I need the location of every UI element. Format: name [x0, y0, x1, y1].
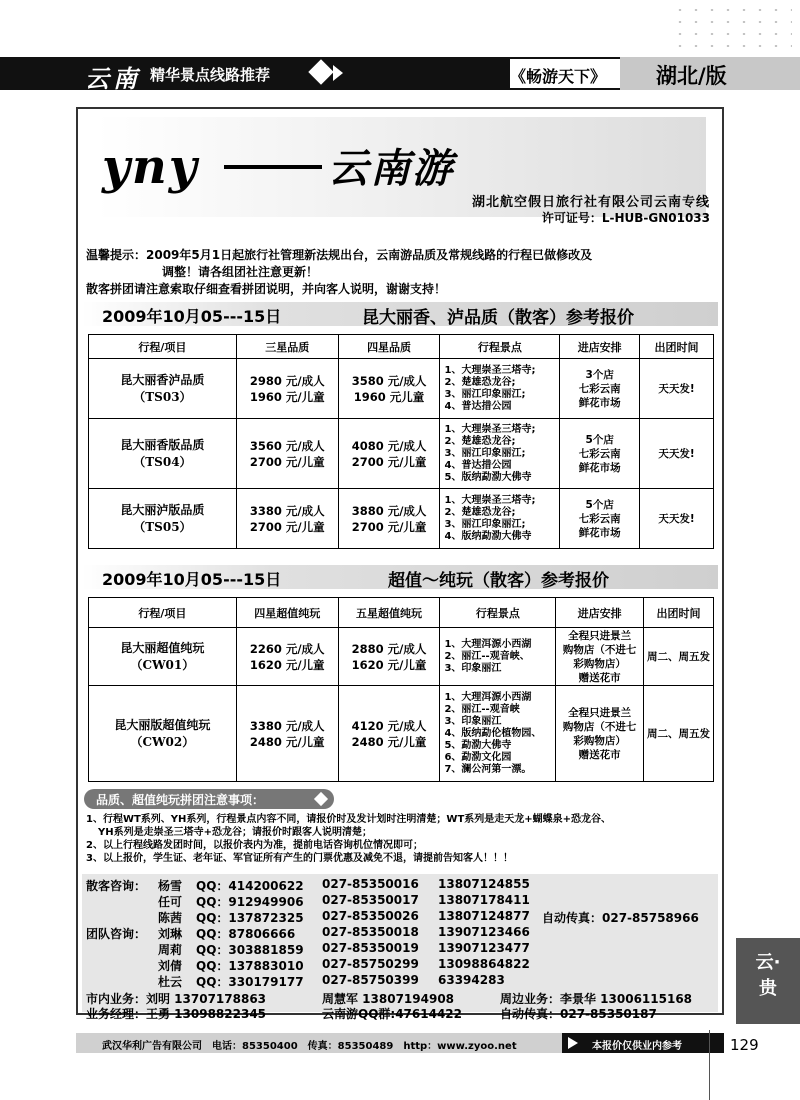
- contact-mobile: 13098864822: [438, 957, 530, 971]
- contact-name: 周莉: [158, 943, 183, 957]
- shop-line: 鲜花市场: [578, 461, 621, 474]
- shop-line: 赠送花市: [578, 671, 621, 684]
- price-adult: 2880 元/成人: [351, 641, 427, 656]
- spot: 4、版纳勐泐大佛寺: [444, 530, 532, 542]
- fax-1: 自动传真：027-85758966: [542, 911, 699, 925]
- contact-mobile: 13907123477: [438, 941, 530, 955]
- notice-line: 调整！请各组团社注意更新！: [162, 265, 319, 279]
- route-name: 昆大丽香版品质: [120, 437, 205, 452]
- city-business-2: 周慧军 13807194908: [322, 992, 455, 1006]
- header-left: [0, 57, 510, 93]
- price-child: 2700 元/儿童: [351, 519, 427, 534]
- spots-cell: [440, 686, 556, 782]
- route-name: 昆大丽版超值纯玩: [114, 717, 211, 732]
- price-child: 1620 元/儿童: [249, 657, 325, 672]
- price-cell: [236, 628, 338, 686]
- shop-line: 鲜花市场: [578, 526, 621, 539]
- header-column: [510, 57, 620, 90]
- contact-name: 刘倩: [158, 959, 183, 973]
- contact-tel: 027-85350019: [322, 941, 419, 955]
- price-cell: [338, 489, 440, 549]
- spots-cell: [440, 628, 556, 686]
- table-header-row: [89, 335, 714, 359]
- spot: 4、版纳勐伦植物园、: [444, 727, 542, 739]
- arrow-right-icon: [333, 65, 343, 81]
- table-row: [89, 628, 714, 686]
- price-child: 2480 元/儿童: [351, 734, 427, 749]
- route-name: 昆大丽泸版品质: [120, 502, 205, 517]
- shop-line: 5个店: [585, 498, 614, 511]
- footer-disclaimer-box: [562, 1033, 724, 1053]
- region-tab: [736, 938, 800, 1024]
- header-brand: 云南: [85, 64, 141, 93]
- contact-tel: 027-85750399: [322, 973, 419, 987]
- price-child: 2700 元/儿童: [249, 454, 325, 469]
- notice-line: 散客拼团请注意索取仔细查看拼团说明，并向客人说明，谢谢支持！: [86, 282, 447, 296]
- contact-tel: 027-85350017: [322, 893, 419, 907]
- table-header-row: [89, 598, 714, 628]
- spot: 3、丽江印象丽江;: [444, 447, 526, 459]
- shop-cell: [556, 628, 644, 686]
- spots-cell: [440, 489, 560, 549]
- shop-cell: [560, 359, 640, 419]
- shop-cell: [560, 489, 640, 549]
- table-header: 行程/项目: [89, 598, 237, 628]
- spot: 1、大理崇圣三塔寺;: [444, 494, 536, 506]
- shop-line: 购物店（不进七: [562, 720, 637, 733]
- route-cell: [89, 628, 237, 686]
- price-child: 2700 元/儿童: [351, 454, 427, 469]
- price-child: 1960 元/儿童: [249, 389, 325, 404]
- shop-line: 全程只进景兰: [568, 706, 632, 719]
- price-child: 2480 元/儿童: [249, 734, 325, 749]
- route-code: （CW02）: [130, 734, 195, 749]
- note-line: YH系列是走崇圣三塔寺+恐龙谷；请报价时跟客人说明清楚；: [98, 827, 372, 838]
- section2-date: 2009年10月05---15日: [102, 570, 282, 589]
- table-header: 进店安排: [560, 335, 640, 359]
- table-header: 三星品质: [236, 335, 338, 359]
- price-adult: 3380 元/成人: [249, 503, 325, 518]
- contact-qq: QQ：137883010: [196, 959, 304, 973]
- shop-line: 七彩云南: [578, 382, 621, 395]
- shop-line: 彩购物店）: [573, 657, 626, 670]
- price-cell: [338, 359, 440, 419]
- contact-mobile: 13807178411: [438, 893, 530, 907]
- banner-title: 云南游: [328, 145, 454, 192]
- shop-line: 全程只进景兰: [568, 629, 632, 642]
- table-header: 行程景点: [440, 335, 560, 359]
- contact-mobile: 13807124855: [438, 877, 530, 891]
- section1-date: 2009年10月05---15日: [102, 307, 282, 326]
- diamond-icon: [308, 59, 333, 84]
- ad-frame: [76, 107, 724, 1021]
- page-header: [0, 57, 800, 93]
- spot: 1、大理崇圣三塔寺;: [444, 364, 536, 376]
- departure-cell: 周二、周五发: [644, 686, 714, 782]
- spot: 7、澜公河第一漂。: [444, 763, 532, 775]
- spot: 6、勐泐文化园: [444, 751, 512, 763]
- sanke-label: 散客咨询：: [86, 879, 147, 893]
- price-cell: [236, 359, 338, 419]
- contact-name: 杨雪: [158, 879, 183, 893]
- edition-label: 湖北/版: [656, 64, 727, 88]
- price-cell: [338, 686, 440, 782]
- shop-line: 3个店: [585, 368, 614, 381]
- footer-publisher: 武汉华利广告有限公司 电话：85350400 传真：85350489 http：www.zyoo.net: [102, 1041, 517, 1052]
- price-cell: [236, 419, 338, 489]
- table-row: [89, 419, 714, 489]
- contact-qq: QQ：414200622: [196, 879, 304, 893]
- banner-logo: yny: [102, 139, 199, 195]
- price-child: 1620 元/儿童: [351, 657, 427, 672]
- shop-line: 彩购物店）: [573, 734, 626, 747]
- contact-tel: 027-85350026: [322, 909, 419, 923]
- region-tab-line: 云·: [755, 952, 781, 973]
- tuandui-label: 团队咨询：: [86, 927, 147, 941]
- spot: 5、勐泐大佛寺: [444, 739, 512, 751]
- contact-tel: 027-85350016: [322, 877, 419, 891]
- route-cell: [89, 489, 237, 549]
- divider: [709, 1030, 710, 1100]
- note-line: 3、以上报价，学生证、老年证、军官证所有产生的门票优惠及减免不退，请提前告知客人！！！: [86, 853, 513, 864]
- contact-qq: QQ：87806666: [196, 927, 296, 941]
- table-header: 四星品质: [338, 335, 440, 359]
- route-cell: [89, 359, 237, 419]
- route-cell: [89, 686, 237, 782]
- section1-bar: [82, 302, 718, 326]
- table-header: 行程景点: [440, 598, 556, 628]
- price-adult: 3380 元/成人: [249, 718, 325, 733]
- price-adult: 2980 元/成人: [249, 373, 325, 388]
- spot: 2、丽江--观音峡: [444, 703, 520, 715]
- region-tab-line: 贵: [759, 978, 777, 999]
- page-footer: [76, 1033, 724, 1053]
- price-adult: 3580 元/成人: [351, 373, 427, 388]
- contact-qq: QQ：137872325: [196, 911, 304, 925]
- shop-line: 购物店（不进七: [562, 643, 637, 656]
- shop-cell: [556, 686, 644, 782]
- contact-qq: QQ：303881859: [196, 943, 304, 957]
- city-business: 市内业务：刘明 13707178863: [86, 992, 267, 1006]
- notes-heading-bar: [84, 789, 334, 809]
- contact-name: 任可: [158, 895, 183, 909]
- route-code: （TS05）: [133, 519, 192, 534]
- notes-heading: 品质、超值纯玩拼团注意事项：: [96, 793, 265, 807]
- contact-name: 刘琳: [158, 927, 183, 941]
- price-cell: [338, 628, 440, 686]
- spot: 4、普达措公园: [444, 400, 512, 412]
- spot: 3、丽江印象丽江;: [444, 518, 526, 530]
- route-name: 昆大丽香泸品质: [120, 372, 205, 387]
- shop-line: 鲜花市场: [578, 396, 621, 409]
- contact-name: 陈茜: [158, 911, 183, 925]
- shop-line: 七彩云南: [578, 512, 621, 525]
- spots-cell: [440, 359, 560, 419]
- page-number: 129: [730, 1036, 759, 1054]
- contact-tel: 027-85750299: [322, 957, 419, 971]
- contact-mobile: 13807124877: [438, 909, 530, 923]
- contacts-block: [82, 874, 718, 1021]
- spot: 4、普达措公园: [444, 459, 512, 471]
- spot: 5、版纳勐泐大佛寺: [444, 471, 532, 483]
- note-line: 2、以上行程线路发团时间，以报价表内为准，提前电话咨询机位情况即可；: [86, 840, 423, 851]
- price-child: 1960 元儿童: [353, 389, 425, 404]
- contact-name: 杜云: [158, 975, 183, 989]
- spot: 1、大理崇圣三塔寺;: [444, 423, 536, 435]
- table-row: [89, 686, 714, 782]
- shop-line: 赠送花市: [578, 748, 621, 761]
- table-header: 四星超值纯玩: [236, 598, 338, 628]
- business-manager: 业务经理：王勇 13098822345: [86, 1007, 267, 1021]
- notice: [86, 247, 718, 298]
- route-code: （TS03）: [133, 389, 192, 404]
- contact-qq: QQ：330179177: [196, 975, 304, 989]
- triangle-right-icon: [568, 1037, 578, 1049]
- spot: 2、楚雄恐龙谷;: [444, 435, 516, 447]
- departure-cell: 天天发!: [640, 359, 714, 419]
- section2-title: 超值～纯玩（散客）参考报价: [388, 571, 609, 591]
- table-row: [89, 489, 714, 549]
- table-header: 五星超值纯玩: [338, 598, 440, 628]
- header-edition: [620, 57, 800, 90]
- qq-group: 云南游QQ群:47614422: [322, 1007, 462, 1021]
- spots-cell: [440, 419, 560, 489]
- route-code: （CW01）: [130, 657, 195, 672]
- contact-tel: 027-85350018: [322, 925, 419, 939]
- departure-cell: 天天发!: [640, 419, 714, 489]
- route-code: （TS04）: [133, 454, 192, 469]
- shop-cell: [560, 419, 640, 489]
- price-cell: [236, 686, 338, 782]
- spot: 2、丽江--观音峡、: [444, 650, 530, 662]
- license-number: 许可证号：L-HUB-GN01033: [541, 211, 710, 225]
- price-adult: 3560 元/成人: [249, 438, 325, 453]
- nearby-business: 周边业务：李景华 13006115168: [500, 992, 693, 1006]
- spot: 1、大理洱源小西湖: [444, 638, 532, 650]
- price-adult: 2260 元/成人: [249, 641, 325, 656]
- price-adult: 3880 元/成人: [351, 503, 427, 518]
- route-cell: [89, 419, 237, 489]
- notes: [86, 813, 716, 865]
- agency-name: 湖北航空假日旅行社有限公司云南专线: [471, 195, 710, 210]
- route-name: 昆大丽超值纯玩: [120, 640, 205, 655]
- price-cell: [236, 489, 338, 549]
- contact-mobile: 63394283: [438, 973, 505, 987]
- dot-pattern: [672, 4, 792, 54]
- footer-disclaimer: 本报价仅供业内参考: [592, 1041, 682, 1052]
- column-title: 《畅游天下》: [510, 67, 607, 86]
- spot: 3、印象丽江: [444, 715, 502, 727]
- banner-dash: [224, 165, 322, 169]
- spot: 1、大理洱源小西湖: [444, 691, 532, 703]
- spot: 2、楚雄恐龙谷;: [444, 376, 516, 388]
- departure-cell: 周二、周五发: [644, 628, 714, 686]
- shop-line: 5个店: [585, 433, 614, 446]
- table-header: 进店安排: [556, 598, 644, 628]
- departure-cell: 天天发!: [640, 489, 714, 549]
- header-subtitle: 精华景点线路推荐: [150, 66, 271, 84]
- shop-line: 七彩云南: [578, 447, 621, 460]
- contact-qq: QQ：912949906: [196, 895, 304, 909]
- spot: 2、楚雄恐龙谷;: [444, 506, 516, 518]
- notice-line: 温馨提示：2009年5月1日起旅行社管理新法规出台，云南游品质及常规线路的行程已做修改及: [86, 248, 593, 262]
- fax-2: 自动传真：027-85350187: [500, 1007, 657, 1021]
- section2-bar: [82, 565, 718, 589]
- table-row: [89, 359, 714, 419]
- price-cell: [338, 419, 440, 489]
- price-table-1: [88, 334, 714, 549]
- table-header: 出团时间: [640, 335, 714, 359]
- contact-mobile: 13907123466: [438, 925, 530, 939]
- price-adult: 4120 元/成人: [351, 718, 427, 733]
- price-adult: 4080 元/成人: [351, 438, 427, 453]
- table-header: 出团时间: [644, 598, 714, 628]
- spot: 3、丽江印象丽江;: [444, 388, 526, 400]
- spot: 3、印象丽江: [444, 662, 502, 674]
- price-child: 2700 元/儿童: [249, 519, 325, 534]
- price-table-2: [88, 597, 714, 782]
- section1-title: 昆大丽香、泸品质（散客）参考报价: [362, 308, 634, 328]
- diamond-icon: [314, 792, 328, 806]
- table-header: 行程/项目: [89, 335, 237, 359]
- note-line: 1、行程WT系列、YH系列，行程景点内容不同，请报价时及发计划时注明清楚；WT系列是走天龙+蝴蝶泉+恐龙谷、: [86, 814, 612, 825]
